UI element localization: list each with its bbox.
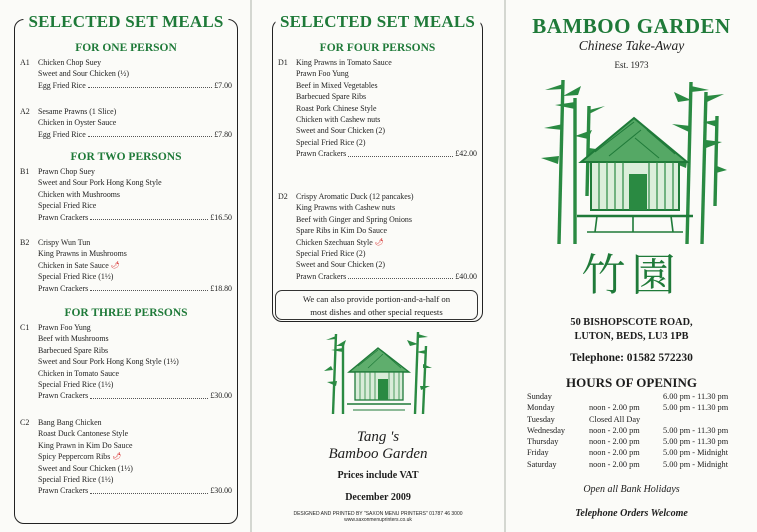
dish-item — [296, 114, 482, 125]
meal-price: £40.00 — [455, 271, 477, 281]
hours-evening: 5.00 pm - 11.30 pm — [663, 425, 729, 435]
dish-item — [38, 356, 237, 367]
dish-name: Beef with Ginger and Spring Onions — [296, 214, 412, 224]
bamboo-hut-illustration — [252, 326, 504, 418]
hours-evening: 5.00 pm - Midnight — [663, 448, 728, 458]
dish-name: Special Fried Rice (2) — [296, 137, 366, 147]
dish-item — [38, 106, 237, 117]
hours-evening — [663, 414, 741, 425]
established-year: Est. 1973 — [614, 60, 649, 70]
dish-item — [296, 80, 482, 91]
dish-name: Prawn Crackers — [296, 271, 347, 281]
logo-line-1: Tang 's — [356, 429, 400, 445]
dish-name: Chicken Chop Suey — [38, 58, 102, 67]
dish-name: Prawn Crackers — [296, 149, 347, 159]
note-line-1: We can also provide portion-and-a-half on — [302, 294, 451, 304]
dish-name: Prawn Crackers — [38, 283, 89, 293]
dish-item — [38, 474, 237, 485]
hours-evening: 5.00 pm - 11.30 pm — [663, 403, 729, 413]
hours-row — [527, 402, 741, 413]
dish-name: Sweet and Sour Chicken (½) — [38, 69, 129, 79]
price-line — [296, 148, 482, 159]
dish-name: King Prawns with Cashew nuts — [296, 203, 396, 213]
set-meal-b1 — [15, 166, 237, 223]
hours-row — [527, 459, 741, 470]
special-requests-note — [275, 290, 478, 320]
dish-name: Special Fried Rice (2) — [296, 249, 366, 259]
price-line — [38, 283, 237, 294]
dish-item — [296, 91, 482, 102]
meal-items — [15, 322, 237, 402]
hours-title: HOURS OF OPENING — [566, 375, 697, 390]
dish-name: Crispy Aromatic Duck (12 pancakes) — [296, 192, 414, 201]
dish-name: Prawn Crackers — [38, 391, 89, 401]
dish-item — [38, 322, 237, 333]
hours-day: Saturday — [527, 459, 557, 469]
dish-item — [38, 237, 237, 248]
meal-code: C1 — [20, 323, 30, 332]
bamboo-hut-illustration — [506, 76, 757, 246]
dish-item — [296, 214, 482, 225]
meal-items — [15, 166, 237, 223]
restaurant-subtitle: Chinese Take-Away — [578, 38, 685, 53]
dish-item — [296, 248, 482, 259]
dish-name: Sweet and Sour Pork Hong Kong Style — [38, 178, 162, 188]
dish-name: King Prawns in Mushrooms — [38, 249, 127, 259]
dish-item — [38, 463, 237, 474]
meal-code: B2 — [20, 238, 30, 247]
dish-name: Prawn Crackers — [38, 212, 89, 222]
hours-lunch: noon - 2.00 pm — [589, 403, 640, 413]
chili-icon: 🌶 — [112, 452, 122, 461]
hours-day: Sunday — [527, 392, 552, 401]
restaurant-name: BAMBOO GARDEN — [532, 14, 731, 38]
dish-item — [38, 345, 237, 356]
dish-item — [38, 333, 237, 344]
hours-evening: 6.00 pm - 11.30 pm — [663, 392, 729, 401]
meal-items — [273, 57, 482, 160]
meal-price: £7.80 — [214, 129, 232, 139]
meal-price: £18.80 — [210, 283, 232, 293]
dish-item — [296, 259, 482, 270]
dish-name: Egg Fried Rice — [38, 80, 86, 90]
dish-item — [38, 271, 237, 282]
hours-evening: 5.00 pm - Midnight — [663, 459, 728, 469]
panel-title: SELECTED SET MEALS — [23, 12, 228, 32]
dish-item — [296, 225, 482, 236]
dish-name: Beef in Mixed Vegetables — [296, 80, 378, 90]
dish-name: Prawn Chop Suey — [38, 167, 95, 176]
dish-item — [296, 103, 482, 114]
dish-item — [296, 125, 482, 136]
set-meal-a1 — [15, 57, 237, 91]
dish-item — [296, 191, 482, 202]
dish-name: Special Fried Rice (1½) — [38, 272, 114, 282]
dish-name: Chicken with Mushrooms — [38, 189, 120, 199]
dot-leader — [90, 218, 208, 220]
hours-day: Friday — [527, 448, 549, 458]
set-meals-box-middle — [272, 12, 483, 322]
dish-item — [296, 137, 482, 148]
chili-icon: 🌶 — [110, 260, 120, 269]
section-heading-two-persons: FOR TWO PERSONS — [70, 151, 182, 163]
note-line-2: most dishes and other special requests — [310, 306, 443, 317]
hours-row — [527, 447, 741, 458]
dish-name: King Prawns in Tomato Sauce — [296, 58, 392, 67]
opening-hours-table — [527, 391, 741, 470]
dish-name: Prawn Foo Yung — [38, 323, 91, 332]
dish-item — [38, 368, 237, 379]
dish-item — [38, 417, 237, 428]
price-line — [296, 271, 482, 282]
meal-code: A1 — [20, 58, 30, 67]
address-line-2: LUTON, BEDS, LU3 1PB — [574, 330, 689, 342]
dish-name: Barbecued Spare Ribs — [38, 345, 109, 355]
printer-credit — [252, 511, 504, 523]
dish-name: Sesame Prawns (1 Slice) — [38, 107, 117, 116]
section-heading-four-persons: FOR FOUR PERSONS — [319, 42, 436, 54]
meal-code: D1 — [278, 58, 288, 67]
section-heading-three-persons: FOR THREE PERSONS — [64, 307, 188, 319]
dot-leader — [88, 86, 212, 88]
price-line — [38, 390, 237, 401]
panel-left — [0, 0, 250, 532]
dish-name: Prawn Foo Yung — [296, 69, 349, 79]
meal-price: £42.00 — [455, 149, 477, 159]
dish-name: Sweet and Sour Chicken (2) — [296, 126, 385, 136]
dish-item — [296, 237, 482, 248]
address — [506, 316, 757, 343]
dish-name: Special Fried Rice — [38, 201, 97, 211]
price-line — [38, 212, 237, 223]
panel-cover — [506, 0, 757, 532]
dish-item — [38, 379, 237, 390]
price-line — [38, 485, 237, 496]
hours-row — [527, 436, 741, 447]
dish-item — [38, 200, 237, 211]
hours-day: Monday — [527, 403, 555, 413]
dish-name: Beef with Mushrooms — [38, 334, 109, 344]
dish-name: Crispy Wun Tun — [38, 238, 91, 247]
price-line — [38, 129, 237, 140]
dish-item — [296, 57, 482, 68]
dish-item — [38, 189, 237, 200]
meal-items — [15, 417, 237, 497]
dish-item — [38, 248, 237, 259]
set-meal-a2 — [15, 106, 237, 140]
dish-item — [38, 428, 237, 439]
telephone-orders-note: Telephone Orders Welcome — [575, 508, 688, 519]
set-meal-c1 — [15, 322, 237, 402]
dish-name: Chicken with Cashew nuts — [296, 115, 381, 125]
dish-item — [296, 68, 482, 79]
bamboo-hut-large-icon — [537, 76, 727, 246]
dish-name: Sweet and Sour Chicken (1½) — [38, 463, 133, 473]
dish-item — [38, 260, 237, 271]
hours-day: Wednesday — [527, 425, 566, 435]
meal-price: £7.00 — [214, 80, 232, 90]
set-meal-c2 — [15, 417, 237, 497]
set-meal-d1 — [273, 57, 482, 160]
set-meals-box-left — [14, 12, 238, 524]
hours-row — [527, 425, 741, 436]
dish-item — [38, 440, 237, 451]
chinese-characters: 竹園 — [581, 250, 682, 301]
dish-item — [38, 177, 237, 188]
dot-leader — [90, 492, 208, 494]
dish-name: Roast Duck Cantonese Style — [38, 429, 129, 439]
meal-price: £16.50 — [210, 212, 232, 222]
telephone-number: Telephone: 01582 572230 — [570, 352, 693, 364]
meal-price: £30.00 — [210, 486, 232, 496]
dish-name: Spare Ribs in Kim Do Sauce — [296, 226, 387, 236]
dish-item — [38, 57, 237, 68]
bamboo-hut-small-icon — [323, 326, 433, 418]
section-heading-one-person: FOR ONE PERSON — [75, 42, 177, 54]
set-meal-b2 — [15, 237, 237, 294]
hours-day: Thursday — [527, 437, 559, 447]
hours-lunch: Closed All Day — [589, 414, 641, 424]
meal-code: A2 — [20, 107, 30, 116]
meal-price: £30.00 — [210, 391, 232, 401]
set-meal-d2 — [273, 191, 482, 282]
dot-leader — [88, 135, 212, 137]
dot-leader — [348, 277, 453, 279]
dish-name: Chicken in Tomato Sauce — [38, 368, 120, 378]
dish-name: Prawn Crackers — [38, 486, 89, 496]
meal-items — [15, 57, 237, 91]
dish-item — [38, 166, 237, 177]
dish-name: Chicken in Oyster Sauce — [38, 118, 117, 128]
dot-leader — [90, 397, 208, 399]
price-line — [38, 80, 237, 91]
chili-icon: 🌶 — [374, 237, 384, 246]
dish-name: Chicken in Sate Sauce — [38, 260, 109, 270]
meal-items — [273, 191, 482, 282]
logo-text — [252, 429, 504, 463]
dish-item — [38, 68, 237, 79]
menu-date: December 2009 — [345, 492, 411, 503]
dot-leader — [348, 155, 453, 157]
meal-code: B1 — [20, 167, 30, 176]
hours-lunch — [589, 391, 663, 402]
dish-name: Egg Fried Rice — [38, 129, 86, 139]
dish-name: Spicy Peppercorn Ribs — [38, 452, 111, 462]
address-line-1: 50 BISHOPSCOTE ROAD, — [570, 317, 693, 328]
dish-item — [38, 117, 237, 128]
meal-code: D2 — [278, 192, 288, 201]
dish-name: Special Fried Rice (1½) — [38, 475, 114, 485]
hours-day: Tuesday — [527, 414, 555, 424]
dish-name: Barbecued Spare Ribs — [296, 92, 367, 102]
printer-credit-line-1: DESIGNED AND PRINTED BY "SAXON MENU PRINTERS" 01787 46 3000 — [293, 511, 463, 517]
dish-item — [38, 451, 237, 462]
dish-name: King Prawn in Kim Do Sauce — [38, 440, 133, 450]
hours-lunch: noon - 2.00 pm — [589, 448, 640, 458]
dish-name: Special Fried Rice (1½) — [38, 380, 114, 390]
dish-name: Bang Bang Chicken — [38, 418, 102, 427]
panel-middle — [252, 0, 504, 532]
meal-code: C2 — [20, 418, 30, 427]
hours-lunch: noon - 2.00 pm — [589, 459, 640, 469]
logo-line-2: Bamboo Garden — [328, 446, 428, 462]
panel-title: SELECTED SET MEALS — [275, 12, 480, 32]
hours-evening: 5.00 pm - 11.30 pm — [663, 437, 729, 447]
hours-lunch: noon - 2.00 pm — [589, 425, 640, 435]
vat-note: Prices include VAT — [337, 470, 419, 481]
dish-item — [296, 202, 482, 213]
dish-name: Sweet and Sour Chicken (2) — [296, 260, 385, 270]
dot-leader — [90, 289, 208, 291]
bank-holidays-note: Open all Bank Holidays — [583, 484, 680, 495]
hours-row — [527, 414, 741, 425]
printer-credit-url: www.saxonmenuprinters.co.uk — [344, 517, 412, 523]
dish-name: Chicken Szechuan Style — [296, 237, 373, 247]
hours-lunch: noon - 2.00 pm — [589, 437, 640, 447]
meal-items — [15, 237, 237, 294]
hours-row — [527, 391, 741, 402]
dish-name: Roast Pork Chinese Style — [296, 103, 377, 113]
meal-items — [15, 106, 237, 140]
dish-name: Sweet and Sour Pork Hong Kong Style (1½) — [38, 357, 179, 367]
